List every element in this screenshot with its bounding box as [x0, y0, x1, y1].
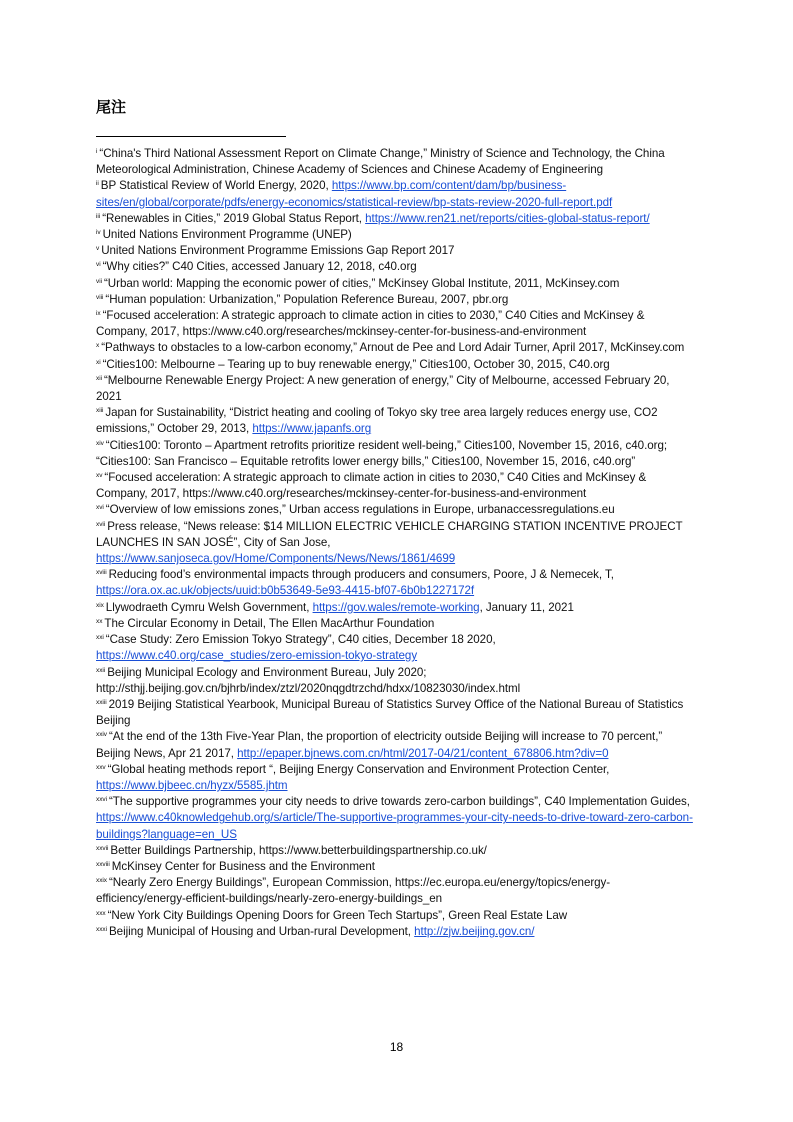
endnote-text: “Melbourne Renewable Energy Project: A new generation of energy,” City of Melbourne, accessed February 20, 2021 [96, 373, 670, 404]
endnote-marker: xvii [96, 520, 106, 528]
endnote-item [96, 583, 696, 599]
endnote-text: “At the end of the 13th Five-Year Plan, the proportion of electricity outside Beijing will increase to 70 percent,” Beijing News, Apr 21 2017, [96, 730, 663, 760]
endnote-text: McKinsey Center for Business and the Environment [111, 859, 375, 873]
endnote-item [96, 519, 696, 551]
endnotes-list [96, 146, 696, 940]
endnote-item [96, 243, 696, 259]
endnote-item [96, 178, 696, 210]
endnote-marker: xii [96, 374, 102, 382]
endnote-item [96, 778, 696, 794]
endnote-item [96, 794, 696, 843]
endnote-text: United Nations Environment Programme (UNEP) [102, 228, 352, 242]
endnote-text: “Renewables in Cities,” 2019 Global Status Report, [102, 211, 366, 225]
endnote-item [96, 616, 696, 632]
endnote-marker: i [96, 148, 98, 155]
endnote-marker: ii [96, 180, 99, 188]
endnote-item [96, 551, 696, 567]
endnote-item [96, 908, 696, 924]
endnote-text: “China's Third National Assessment Report on Climate Change,” Ministry of Science and Technology, the China Meteorological Administration, Chinese Academy of Sciences and Chinese Academy of Engineering [96, 147, 665, 177]
endnote-marker: xxxi [96, 925, 107, 933]
endnote-item [96, 502, 696, 518]
endnote-link[interactable]: https://www.c40.org/case_studies/zero-emission-tokyo-strategy [96, 649, 418, 663]
endnote-link[interactable]: https://www.sanjoseca.gov/Home/Components/News/News/1861/4699 [96, 552, 456, 566]
endnote-item [96, 405, 696, 437]
endnote-item [96, 924, 696, 940]
endnote-marker: xxv [96, 763, 106, 771]
endnote-item [96, 259, 696, 275]
endnote-item [96, 681, 696, 697]
endnote-item [96, 146, 696, 178]
endnote-text: United Nations Environment Programme Emissions Gap Report 2017 [101, 244, 455, 258]
endnote-marker: xiv [96, 439, 104, 447]
endnote-item [96, 697, 696, 729]
endnote-marker: x [96, 342, 100, 350]
endnote-text: “Nearly Zero Energy Buildings”, European Commission, https://ec.europa.eu/energy/topics/energy-efficiency/energy-efficient-buildings/nearly-zero-energy-buildings_en [96, 876, 611, 906]
endnote-marker: xv [96, 472, 103, 480]
endnote-item [96, 859, 696, 875]
endnote-item [96, 438, 696, 470]
endnote-text: Japan for Sustainability, “District heating and cooling of Tokyo sky tree area largely reduces energy use, CO2 emissions,” October 29, 2013, [96, 406, 658, 436]
endnote-item [96, 227, 696, 243]
endnote-link[interactable]: https://www.japanfs.org [252, 422, 372, 436]
endnote-item [96, 567, 696, 583]
page-number: 18 [389, 1040, 404, 1054]
endnote-marker: v [96, 245, 100, 253]
endnote-item [96, 600, 696, 616]
endnote-marker: xvi [96, 504, 104, 512]
endnote-text: Reducing food’s environmental impacts through producers and consumers, Poore, J & Nemecek, T, [108, 568, 614, 582]
endnote-link[interactable]: https://www.bp.com/content/dam/bp/business-sites/en/global/corporate/pdfs/energy-economics/statistical-review/bp-stats-review-2020-full-report.pdf [96, 179, 613, 209]
endnote-text: “New York City Buildings Opening Doors for Green Tech Startups”, Green Real Estate Law [107, 908, 568, 922]
endnote-marker: ix [96, 310, 101, 318]
endnote-text: Press release, “News release: $14 MILLION ELECTRIC VEHICLE CHARGING STATION INCENTIVE PROJECT LAUNCHES IN SAN JOSÉ”, City of San Jose, [96, 519, 683, 549]
endnote-item [96, 340, 696, 356]
endnote-marker: viii [96, 293, 104, 301]
endnote-marker: xix [96, 601, 104, 609]
endnote-item [96, 729, 696, 761]
endnote-marker: xx [96, 617, 103, 625]
endnote-text: “Cities100: Toronto – Apartment retrofits prioritize resident well-being,” Cities100, November 15, 2016, c40.org; “Cities100: San Francisco – Equitable retrofits lower energy bills,” Cities100, November 15, 2016, c40.org” [96, 438, 668, 468]
endnote-marker: xxiv [96, 731, 107, 739]
footnote-separator [96, 136, 286, 137]
endnote-item [96, 843, 696, 859]
endnote-item [96, 648, 696, 664]
endnote-text: BP Statistical Review of World Energy, 2020, [100, 179, 332, 193]
endnote-text: Llywodraeth Cymru Welsh Government, [105, 600, 313, 614]
endnote-link[interactable]: https://www.c40knowledgehub.org/s/article/The-supportive-programmes-your-city-needs-to-drive-toward-zero-carbon-buildings?language=en_US [96, 811, 693, 841]
endnote-link[interactable]: https://gov.wales/remote-working [312, 600, 480, 614]
endnote-marker: xxi [96, 634, 104, 642]
endnote-marker: xxiii [96, 698, 107, 706]
endnote-text: Beijing Municipal Ecology and Environment Bureau, July 2020; [107, 665, 427, 679]
endnote-marker: xi [96, 358, 101, 366]
endnote-text: 2019 Beijing Statistical Yearbook, Municipal Bureau of Statistics Survey Office of the National Bureau of Statistics Beijing [96, 697, 684, 728]
endnote-marker: xxvii [96, 844, 109, 852]
endnote-marker: iv [96, 229, 101, 237]
endnote-marker: xxix [96, 877, 107, 885]
endnote-text: “Urban world: Mapping the economic power of cities,” McKinsey Global Institute, 2011, McKinsey.com [104, 276, 620, 290]
endnote-marker: xxvi [96, 796, 107, 804]
endnote-text: “Focused acceleration: A strategic approach to climate action in cities to 2030,” C40 Cities and McKinsey & Company, 2017, https://www.c40.org/researches/mckinsey-center-for-business-and-environment [96, 471, 647, 501]
endnote-item [96, 762, 696, 778]
endnote-item [96, 373, 696, 405]
endnote-item [96, 276, 696, 292]
endnote-item [96, 470, 696, 502]
endnote-marker: xxii [96, 666, 106, 674]
endnote-link[interactable]: http://zjw.beijing.gov.cn/ [414, 924, 535, 938]
endnote-marker: xviii [96, 569, 107, 577]
page-heading: 尾注 [96, 98, 127, 116]
endnote-link[interactable]: https://www.ren21.net/reports/cities-global-status-report/ [365, 211, 650, 225]
endnote-text: “Case Study: Zero Emission Tokyo Strategy”, C40 cities, December 18 2020, [105, 633, 496, 647]
endnote-marker: xxx [96, 909, 106, 917]
endnote-text: “Overview of low emissions zones,” Urban access regulations in Europe, urbanaccessregulations.eu [105, 503, 615, 517]
endnote-marker: vi [96, 261, 101, 269]
endnote-link[interactable]: https://www.bjbeec.cn/hyzx/5585.jhtm [96, 778, 288, 792]
endnote-text: “The supportive programmes your city needs to drive towards zero-carbon buildings”, C40 Implementation Guides, [109, 795, 690, 809]
endnote-item [96, 211, 696, 227]
endnote-item [96, 875, 696, 907]
endnote-text: http://sthjj.beijing.gov.cn/bjhrb/index/ztzl/2020nqgdtrzchd/hdxx/10823030/index.html [96, 681, 521, 695]
endnote-marker: iii [96, 212, 101, 220]
endnote-link[interactable]: http://epaper.bjnews.com.cn/html/2017-04/21/content_678806.htm?div=0 [237, 746, 609, 760]
endnote-text: “Global heating methods report “, Beijing Energy Conservation and Environment Protection Center, [107, 762, 610, 776]
endnote-marker: xxviii [96, 860, 110, 868]
endnote-text: “Focused acceleration: A strategic approach to climate action in cities to 2030,” C40 Cities and McKinsey & Company, 2017, https://www.c40.org/researches/mckinsey-center-for-business-and-environment [96, 309, 645, 339]
endnote-text: “Why cities?” C40 Cities, accessed January 12, 2018, c40.org [102, 260, 417, 274]
endnote-item [96, 308, 696, 340]
endnote-item [96, 292, 696, 308]
endnote-link[interactable]: https://ora.ox.ac.uk/objects/uuid:b0b53649-5e93-4415-bf07-6b0b1227172f [96, 584, 475, 598]
endnote-text: Better Buildings Partnership, https://www.betterbuildingspartnership.co.uk/ [110, 843, 487, 857]
endnote-text: “Pathways to obstacles to a low-carbon economy,” Arnout de Pee and Lord Adair Turner, April 2017, McKinsey.com [101, 341, 685, 355]
endnote-text: Beijing Municipal of Housing and Urban-rural Development, [109, 924, 415, 938]
endnote-marker: vii [96, 277, 102, 285]
endnote-text: “Human population: Urbanization,” Population Reference Bureau, 2007, pbr.org [105, 292, 509, 306]
endnote-text: “Cities100: Melbourne – Tearing up to buy renewable energy,” Cities100, October 30, 2015, C40.org [102, 357, 610, 371]
endnote-text: , January 11, 2021 [479, 600, 574, 614]
endnote-item [96, 357, 696, 373]
endnote-item [96, 632, 696, 648]
endnote-text: The Circular Economy in Detail, The Ellen MacArthur Foundation [104, 616, 435, 630]
endnote-marker: xiii [96, 407, 104, 415]
endnote-item [96, 665, 696, 681]
